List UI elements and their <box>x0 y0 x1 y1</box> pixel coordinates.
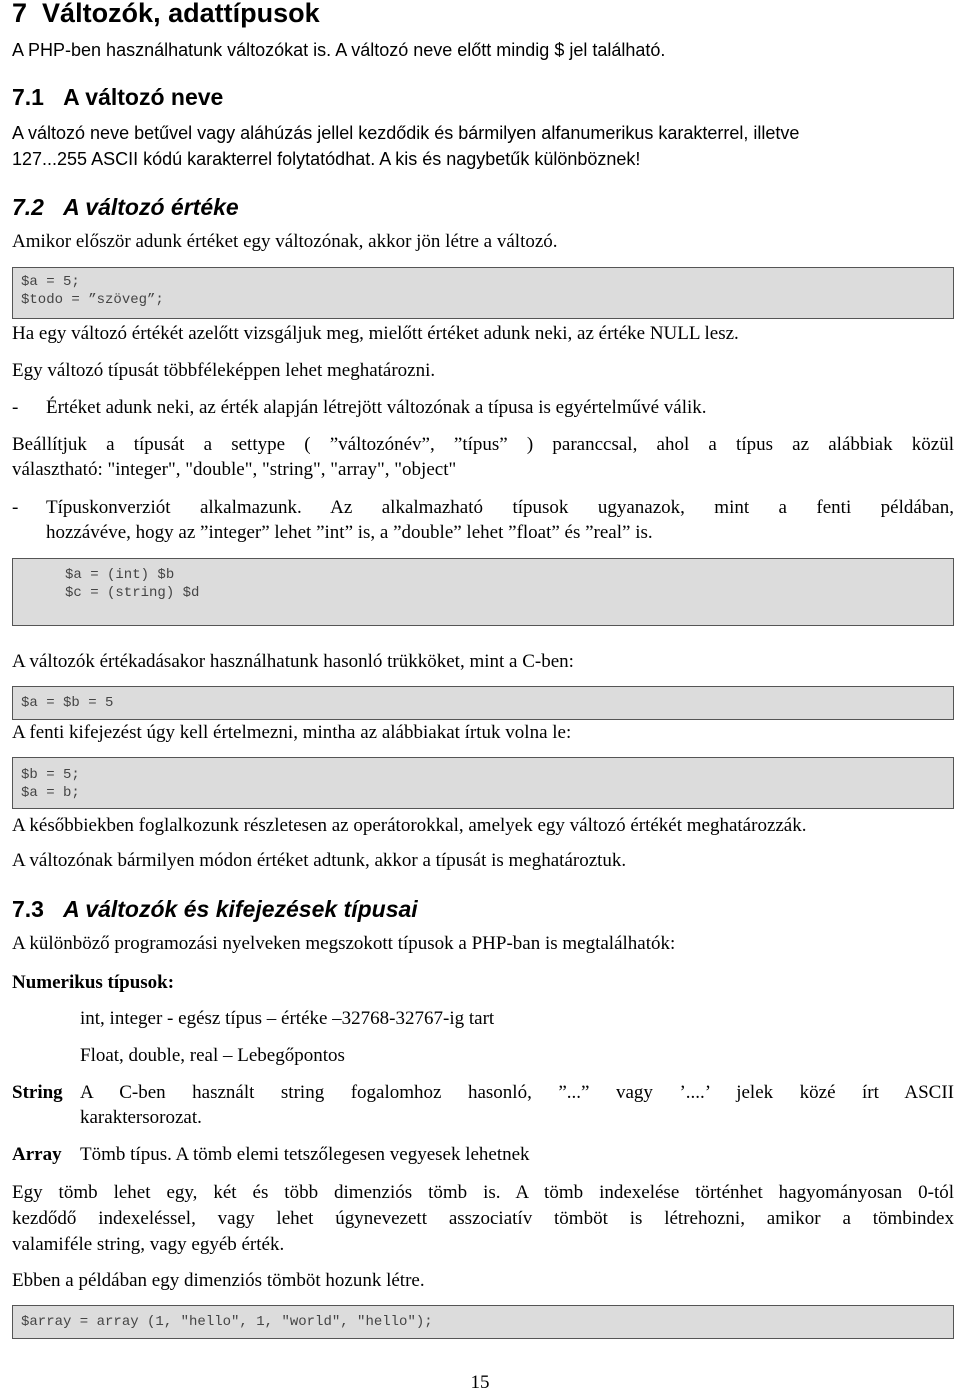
given-paragraph: A változónak bármilyen módon értéket adtunk, akkor a típusát is meghatároztuk. <box>12 850 627 871</box>
section-7-3-heading <box>12 896 418 923</box>
array-desc: Tömb típus. A tömb elemi tetszőlegesen vegyesek lehetnek <box>80 1144 530 1165</box>
settype-line-1: Beállítjuk a típusát a settype ( ”változónév”, ”típus” ) paranccsal, ahol a típus az alábbiak közül <box>12 434 954 455</box>
bullet-dash: - <box>12 397 19 418</box>
section-title: A változók és kifejezések típusai <box>63 896 418 922</box>
section-number: 7.3 <box>12 896 44 922</box>
bullet-type-conversion-line-2: hozzávéve, hogy az ”integer” lehet ”int” is, a ”double” lehet ”float” és ”real” is. <box>46 522 653 543</box>
array-label: Array <box>12 1144 62 1165</box>
section-7-1-line-2: 127...255 ASCII kódú karakterrel folytatódhat. A kis és nagybetűk különböznek! <box>12 149 641 169</box>
page-number: 15 <box>470 1372 490 1393</box>
numeric-types-label: Numerikus típusok: <box>12 972 175 993</box>
code-block-assignment <box>12 267 954 319</box>
section-7-1-line-1: A változó neve betűvel vagy aláhúzás jellel kezdődik és bármilyen alfanumerikus karakterrel, illetve <box>12 123 800 143</box>
bullet-dash: - <box>12 497 19 518</box>
array-paragraph-line-1: Egy tömb lehet egy, két és több dimenziós tömb is. A tömb indexelése történhet hagyományosan 0-tól <box>12 1182 954 1203</box>
section-7-2-intro: Amikor először adunk értéket egy változónak, akkor jön létre a változó. <box>12 231 558 252</box>
string-label: String <box>12 1082 63 1103</box>
array-paragraph-line-2: kezdődő indexeléssel, vagy lehet úgynevezett asszociatív tömböt is létrehozni, amikor a tömbindex <box>12 1208 954 1229</box>
section-7-heading <box>12 0 320 29</box>
code-block-casting <box>12 558 954 626</box>
array-paragraph-line-3: valamiféle string, vagy egyéb érték. <box>12 1234 285 1255</box>
later-paragraph: A későbbiekben foglalkozunk részletesen az operátorokkal, amelyek egy változó értékét meghatározzák. <box>12 815 807 836</box>
code-line: $a = 5; <box>21 274 80 290</box>
interp-paragraph: A fenti kifejezést úgy kell értelmezni, mintha az alábbiakat írtuk volna le: <box>12 722 572 743</box>
numeric-float-item: Float, double, real – Lebegőpontos <box>80 1045 345 1066</box>
section-7-3-intro: A különböző programozási nyelveken megszokott típusok a PHP-ban is megtalálhatók: <box>12 933 676 954</box>
string-desc-line-2: karaktersorozat. <box>80 1107 202 1128</box>
example-paragraph: Ebben a példában egy dimenziós tömböt hozunk létre. <box>12 1270 425 1291</box>
section-number: 7.2 <box>12 194 44 220</box>
code-block-chained <box>12 686 954 720</box>
code-line: $b = 5; <box>21 767 80 783</box>
bullet-value-assignment: Értéket adunk neki, az érték alapján létrejött változónak a típusa is egyértelművé válik. <box>46 397 707 418</box>
string-desc-line-1: A C-ben használt string fogalomhoz hasonló, ”...” vagy ’....’ jelek közé írt ASCII <box>80 1082 954 1103</box>
code-line: $array = array (1, "hello", 1, "world", "hello"); <box>21 1314 433 1330</box>
section-title: A változó neve <box>63 84 224 110</box>
code-line: $todo = ”szöveg”; <box>21 292 164 308</box>
section-7-2-heading <box>12 194 239 221</box>
null-paragraph: Ha egy változó értékét azelőtt vizsgáljuk meg, mielőtt értéket adunk neki, az értéke NULL lesz. <box>12 323 739 344</box>
section-number: 7.1 <box>12 84 44 110</box>
code-block-expanded <box>12 757 954 809</box>
section-title: A változó értéke <box>63 194 239 220</box>
section-7-1-heading <box>12 84 223 111</box>
code-line: $a = (int) $b <box>65 567 175 583</box>
numeric-int-item: int, integer - egész típus – értéke –32768-32767-ig tart <box>80 1008 495 1029</box>
section-number: 7 <box>12 0 28 28</box>
section-title: Változók, adattípusok <box>42 0 320 28</box>
code-block-array <box>12 1305 954 1339</box>
trick-paragraph: A változók értékadásakor használhatunk hasonló trükköket, mint a C-ben: <box>12 651 574 672</box>
type-paragraph: Egy változó típusát többféleképpen lehet meghatározni. <box>12 360 436 381</box>
settype-line-2: választható: "integer", "double", "string", "array", "object" <box>12 459 457 480</box>
section-7-intro: A PHP-ben használhatunk változókat is. A változó neve előtt mindig $ jel található. <box>12 40 666 60</box>
bullet-type-conversion-line-1: Típuskonverziót alkalmazunk. Az alkalmazható típusok ugyanazok, mint a fenti példában, <box>46 497 954 518</box>
code-line: $c = (string) $d <box>65 585 200 601</box>
code-line: $a = $b = 5 <box>21 695 114 711</box>
code-line: $a = b; <box>21 785 80 801</box>
